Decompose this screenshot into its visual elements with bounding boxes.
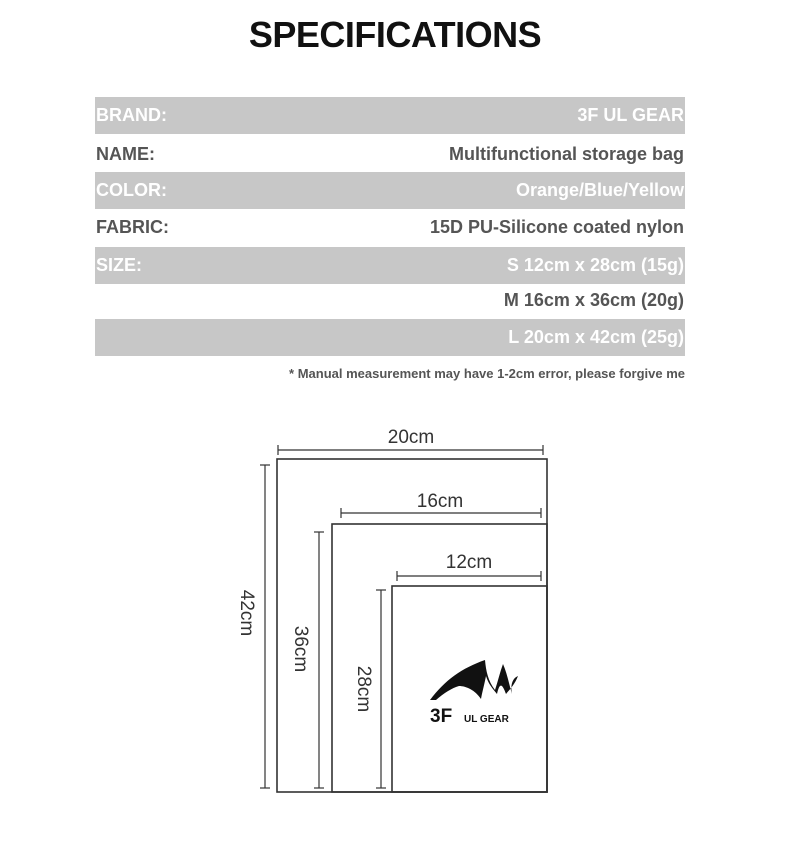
small-bag-outline (392, 586, 547, 792)
medium-bag-outline (332, 524, 547, 792)
spec-value: S 12cm x 28cm (15g) (506, 255, 684, 275)
medium-height-label: 36cm (290, 625, 311, 673)
logo-mark: 3F (430, 706, 453, 727)
medium-width-label: 16cm (416, 491, 464, 512)
large-width-label: 20cm (387, 427, 435, 448)
spec-label: FABRIC: (96, 217, 169, 237)
spec-value: L 20cm x 42cm (25g) (508, 327, 684, 347)
large-height-label: 42cm (236, 589, 257, 637)
bat-wing-icon (430, 660, 518, 700)
small-height-label: 28cm (353, 665, 374, 713)
spec-label: SIZE: (96, 255, 143, 275)
measurement-note: * Manual measurement may have 1-2cm error, please forgive me (289, 366, 685, 381)
spec-label: COLOR: (96, 180, 167, 200)
spec-value: 15D PU-Silicone coated nylon (429, 217, 684, 237)
small-width-label: 12cm (445, 552, 493, 573)
spec-value: M 16cm x 36cm (20g) (503, 290, 684, 310)
spec-label: BRAND: (96, 105, 167, 125)
spec-value: Multifunctional storage bag (448, 144, 684, 164)
logo-text: UL GEAR (464, 714, 509, 725)
page-title: SPECIFICATIONS (248, 14, 542, 55)
large-bag-outline (277, 459, 547, 792)
spec-label: NAME: (96, 144, 155, 164)
brand-logo (430, 660, 518, 727)
spec-value: 3F UL GEAR (577, 105, 684, 125)
spec-value: Orange/Blue/Yellow (515, 180, 684, 200)
